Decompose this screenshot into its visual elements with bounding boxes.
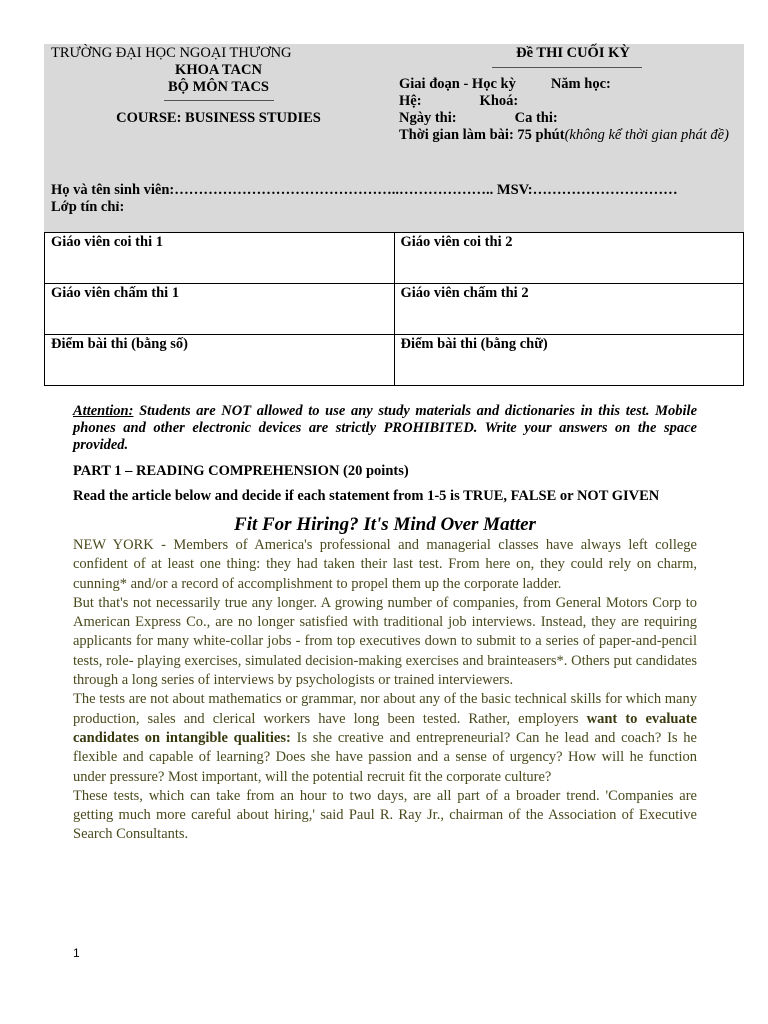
university-name: TRƯỜNG ĐẠI HỌC NGOẠI THƯƠNG xyxy=(51,45,292,61)
duration-row xyxy=(399,127,739,144)
part1-heading: PART 1 – READING COMPREHENSION (20 points) xyxy=(73,463,409,479)
stage-label: Giai đoạn - Học kỳ xyxy=(399,76,516,92)
header-right-block xyxy=(399,45,739,144)
faculty-name: KHOA TACN xyxy=(175,62,262,78)
article-paragraph-3 xyxy=(73,690,697,786)
exam-title: Đề THI CUỐI KỲ xyxy=(516,45,630,61)
grid-row-scores xyxy=(45,335,744,386)
proctor-1-label: Giáo viên coi thi 1 xyxy=(51,234,163,250)
grader-2-label: Giáo viên chấm thi 2 xyxy=(400,285,529,301)
article-paragraph-4: These tests, which can take from an hour to two days, are all part of a broader trend. 'Companies are getting much more careful about hiring,' said Paul R. Ray Jr., chairman of the Association of Executive Search Consultants. xyxy=(73,787,697,843)
p3-text-end: Is she creative and entrepreneurial? Can he lead and coach? Is he flexible and capable of learning? Does she have passion and a sense of urgency? How will he function under pressure? Most important, will the potential recruit fit the corporate culture? xyxy=(73,729,697,785)
system-label: Hệ: xyxy=(399,93,422,109)
article-title: Fit For Hiring? It's Mind Over Matter xyxy=(234,514,536,535)
year-label: Năm học: xyxy=(550,76,611,92)
date-label: Ngày thi: xyxy=(399,110,457,126)
proctor-2-cell[interactable] xyxy=(394,233,744,284)
student-name-line[interactable]: Họ và tên sinh viên:………………………………………..……………….. MSV:………………………… xyxy=(51,182,678,198)
grader-1-label: Giáo viên chấm thi 1 xyxy=(51,285,180,301)
score-number-label: Điểm bài thi (bằng số) xyxy=(51,336,188,352)
score-number-cell[interactable] xyxy=(45,335,395,386)
grader-1-cell[interactable] xyxy=(45,284,395,335)
attention-text: Students are NOT allowed to use any study materials and dictionaries in this test. Mobile phones and other electronic devices are strictly PROHIBITED. Write your answers on the space provided. xyxy=(73,403,697,453)
proctor-2-label: Giáo viên coi thi 2 xyxy=(400,234,513,250)
course-name: COURSE: BUSINESS STUDIES xyxy=(116,110,321,126)
header-left-rule xyxy=(164,100,274,101)
p3-bold-text: want to evaluate candidates on intangible qualities: xyxy=(73,710,697,746)
header-right-rule xyxy=(492,67,642,68)
duration-note: (không kể thời gian phát đề) xyxy=(564,127,729,143)
duration-label: Thời gian làm bài: 75 phút xyxy=(399,127,565,143)
examiner-grid xyxy=(44,232,744,386)
attention-notice xyxy=(73,403,697,454)
cohort-label: Khoá: xyxy=(479,93,519,109)
header-left-block xyxy=(51,45,386,127)
score-words-label: Điểm bài thi (bằng chữ) xyxy=(400,336,548,352)
article-paragraph-1: NEW YORK - Members of America's professional and managerial classes have always left college confident of at least one thing: they had taken their last test. From here on, they could rely on charm, cunning* and/or a record of accomplishment to propel them up the corporate ladder. xyxy=(73,537,697,592)
attention-label: Attention: xyxy=(73,403,134,419)
grid-row-proctors xyxy=(45,233,744,284)
department-name: BỘ MÔN TACS xyxy=(168,79,269,95)
grid-row-graders xyxy=(45,284,744,335)
part1-instruction: Read the article below and decide if each statement from 1-5 is TRUE, FALSE or NOT GIVEN xyxy=(73,488,660,504)
p3-text-start: The tests are not about mathematics or grammar, nor about any of the basic technical skills for which many production, sales and clerical workers have long been tested. Rather, employers xyxy=(73,691,697,727)
shift-label: Ca thi: xyxy=(514,110,558,126)
page-number: 1 xyxy=(73,946,80,960)
grader-2-cell[interactable] xyxy=(394,284,744,335)
score-words-cell[interactable] xyxy=(394,335,744,386)
exam-body xyxy=(73,403,697,845)
stage-year-row xyxy=(399,76,739,93)
system-cohort-row xyxy=(399,93,739,110)
date-shift-row xyxy=(399,110,739,127)
article-paragraph-2: But that's not necessarily true any longer. A growing number of companies, from General Motors Corp to American Express Co., are no longer satisfied with traditional job interviews. Instead, they are requiring applicants for many white-collar jobs - from top executives down to submit to a series of paper-and-pencil tests, role- playing exercises, simulated decision-making exercises and brainteasers*. Others put candidates through a long series of interviews by psychologists or trained interviewers. xyxy=(73,594,697,689)
credit-class-line[interactable]: Lớp tín chỉ: xyxy=(51,199,125,215)
student-info xyxy=(51,182,741,216)
proctor-1-cell[interactable] xyxy=(45,233,395,284)
